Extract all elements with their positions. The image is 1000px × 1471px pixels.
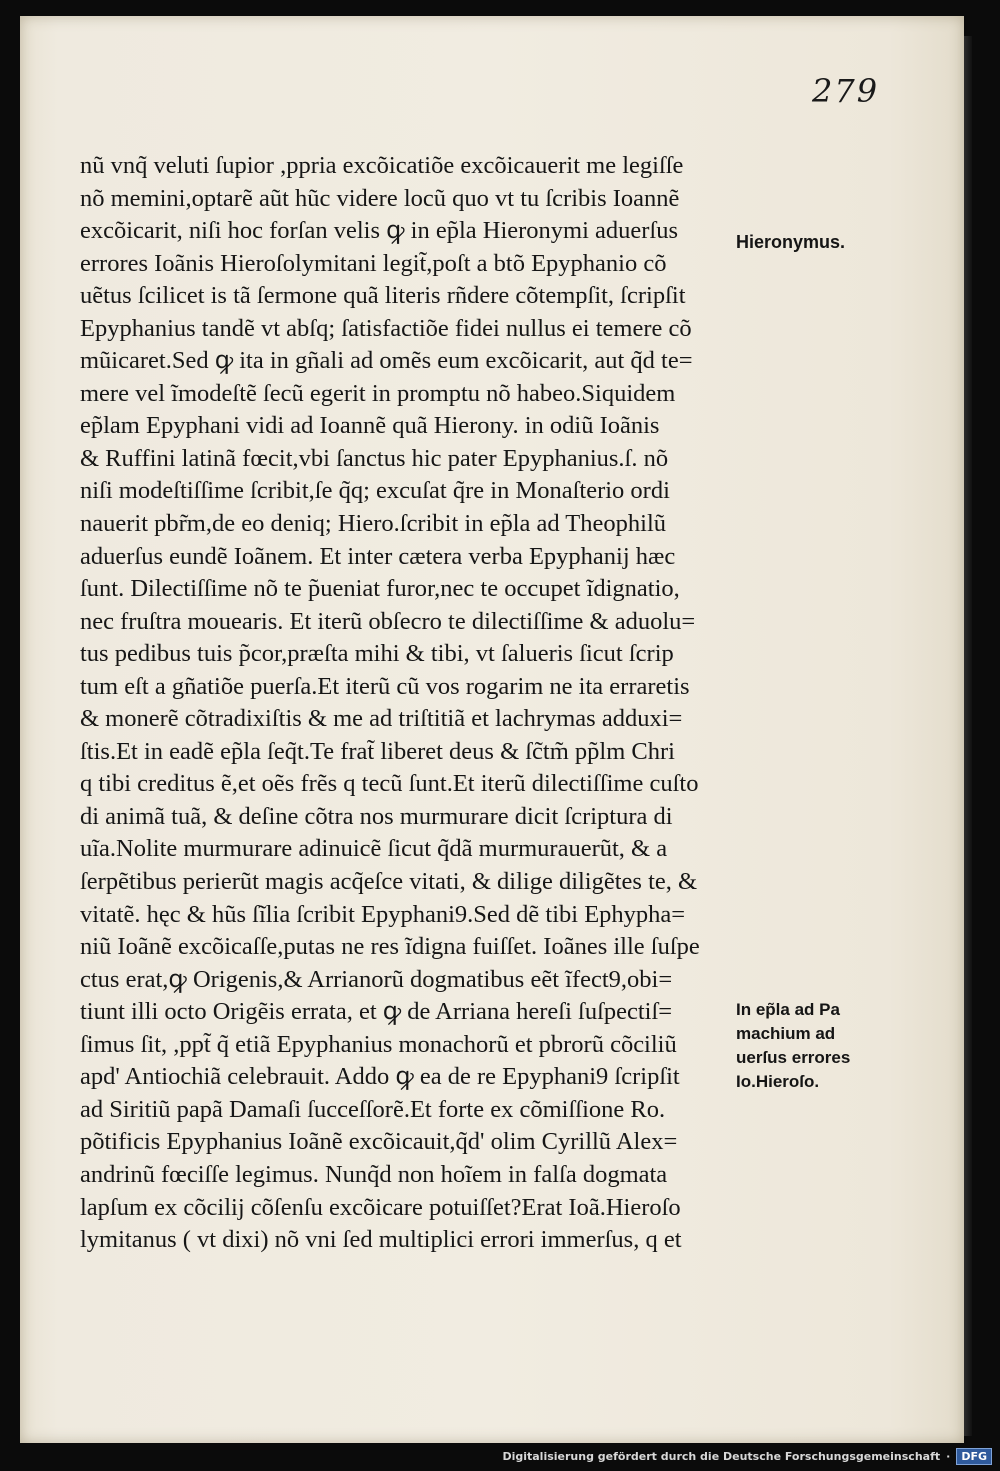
text-line: excõicarit, niſi hoc forſan velis ꝙ in ep̃la Hieronymi aduerſus (80, 217, 679, 245)
text-line: mere vel ĩmodeſtẽ ſecũ egerit in promptu nõ habeo.Siquidem (80, 379, 676, 407)
text-line: uẽtus ſcilicet is tã ſermone quã literis rñdere cõtempſit, ſcripſit (80, 282, 686, 310)
text-line: ctus erat,ꝙ Origenis,& Arrianorũ dogmatibus eẽt ĩfect9,obi= (80, 965, 673, 993)
text-line: errores Ioãnis Hieroſolymitani legit̃,poſt a btõ Epyphanio cõ (80, 249, 667, 277)
text-line: q tibi creditus ẽ,et oẽs frẽs q tecũ ſunt.Et iterũ dilectiſſime cuſto (80, 770, 699, 798)
text-line: ſunt. Dilectiſſime nõ te p̃ueniat furor,nec te occupet ĩdignatio, (80, 575, 680, 603)
text-line: ſerpẽtibus perierũt magis acq̃eſce vitati, & dilige diligẽtes te, & (80, 868, 698, 896)
text-line: tus pedibus tuis p̃cor,præſta mihi & tibi, vt ſalueris ſicut ſcrip (80, 640, 674, 668)
text-line: mũicaret.Sed ꝙ ita in gñali ad omẽs eum excõicarit, aut q̃d te= (80, 347, 693, 375)
text-line: ſimus ſit, ,ppt̃ q̃ etiã Epyphanius monachorũ et pbrorũ cõciliũ (80, 1030, 677, 1058)
text-line: nũ vnq̃ veluti ſupior ,ppria excõicatiõe excõicauerit me legiſſe (80, 152, 684, 179)
marginal-note-hieronymus: Hieronymus. (736, 232, 846, 252)
text-line: nec fruſtra mouearis. Et iterũ obſecro te dilectiſſime & aduolu= (80, 607, 696, 635)
text-line: lapſum ex cõcilij cõſenſu excõicare potuiſſet?Erat Ioã.Hieroſo (80, 1193, 681, 1221)
text-line: Epyphanius tandẽ vt abſq; ſatisfactiõe fidei nullus ei temere cõ (80, 314, 692, 342)
text-line: andrinũ fœciſſe legimus. Nunq̃d non hoĩem in falſa dogmata (80, 1160, 668, 1188)
text-line: niũ Ioãnẽ excõicaſſe,putas ne res ĩdigna fuiſſet. Ioãnes ille ſuſpe (80, 933, 700, 961)
main-text-block (80, 150, 740, 1257)
funding-credit: Digitalisierung gefördert durch die Deutsche Forschungsgemeinschaft (502, 1449, 941, 1463)
dfg-logo: DFG (956, 1448, 992, 1465)
text-line: nauerit pbr̃m,de eo deniq; Hiero.ſcribit in ep̃la ad Theophilũ (80, 510, 667, 538)
text-line: ſtis.Et in eadẽ ep̃la ſeq̃t.Te frat̃ liberet deus & ſc̃tm̃ pp̃lm Chri (80, 737, 675, 765)
text-line: nõ memini,optarẽ aũt hũc videre locũ quo vt tu ſcribis Ioannẽ (80, 184, 680, 212)
text-line: di animã tuã, & deſine cõtra nos murmurare dicit ſcriptura di (80, 802, 673, 830)
folio-number: 279 (812, 72, 880, 110)
text-line: & Ruffini latinã fœcit,vbi ſanctus hic pater Epyphanius.ſ. nõ (80, 444, 669, 472)
footer-separator: · (946, 1449, 951, 1463)
text-line: vitatẽ. hęc & hũs ſĩlia ſcribit Epyphani9.Sed dẽ tibi Ephypha= (80, 900, 686, 928)
text-line: apd' Antiochiã celebrauit. Addo ꝙ ea de re Epyphani9 ſcripſit (80, 1063, 680, 1091)
text-line: ep̃lam Epyphani vidi ad Ioannẽ quã Hierony. in odiũ Ioãnis (80, 412, 660, 440)
text-line: uĩa.Nolite murmurare adinuicẽ ſicut q̃dã murmurauerũt, & a (80, 835, 668, 863)
marginal-note-epistle (736, 998, 866, 1094)
text-line: tiunt illi octo Origẽis errata, et ꝙ de Arriana hereſi ſuſpectiſ= (80, 998, 673, 1026)
text-line: aduerſus eundẽ Ioãnem. Et inter cætera verba Epyphanij hæc (80, 542, 676, 570)
digitization-footer (502, 1447, 992, 1465)
text-line: ad Siritiũ papã Damaſi ſucceſſorẽ.Et forte ex cõmiſſione Ro. (80, 1095, 666, 1123)
marginal-note-line: machium ad (736, 1024, 836, 1043)
marginal-note-line: Io.Hieroſo. (736, 1072, 820, 1091)
marginal-note-line: uerſus errores (736, 1048, 851, 1067)
marginal-note-line: In ep̃la ad Pa (736, 1000, 840, 1019)
text-line: põtificis Epyphanius Ioãnẽ excõicauit,q̃d' olim Cyrillũ Alex= (80, 1128, 678, 1156)
text-line: lymitanus ( vt dixi) nõ vni ſed multiplici errori immerſus, q et (80, 1226, 682, 1254)
text-line: tum eſt a gñatiõe puerſa.Et iterũ cũ vos rogarim ne ita erraretis (80, 672, 690, 700)
text-line: & monerẽ cõtradixiſtis & me ad triſtitiã et lachrymas adduxi= (80, 705, 683, 733)
text-line: niſi modeſtiſſime ſcribit,ſe q̃q; excuſat q̃re in Monaſterio ordi (80, 477, 670, 505)
